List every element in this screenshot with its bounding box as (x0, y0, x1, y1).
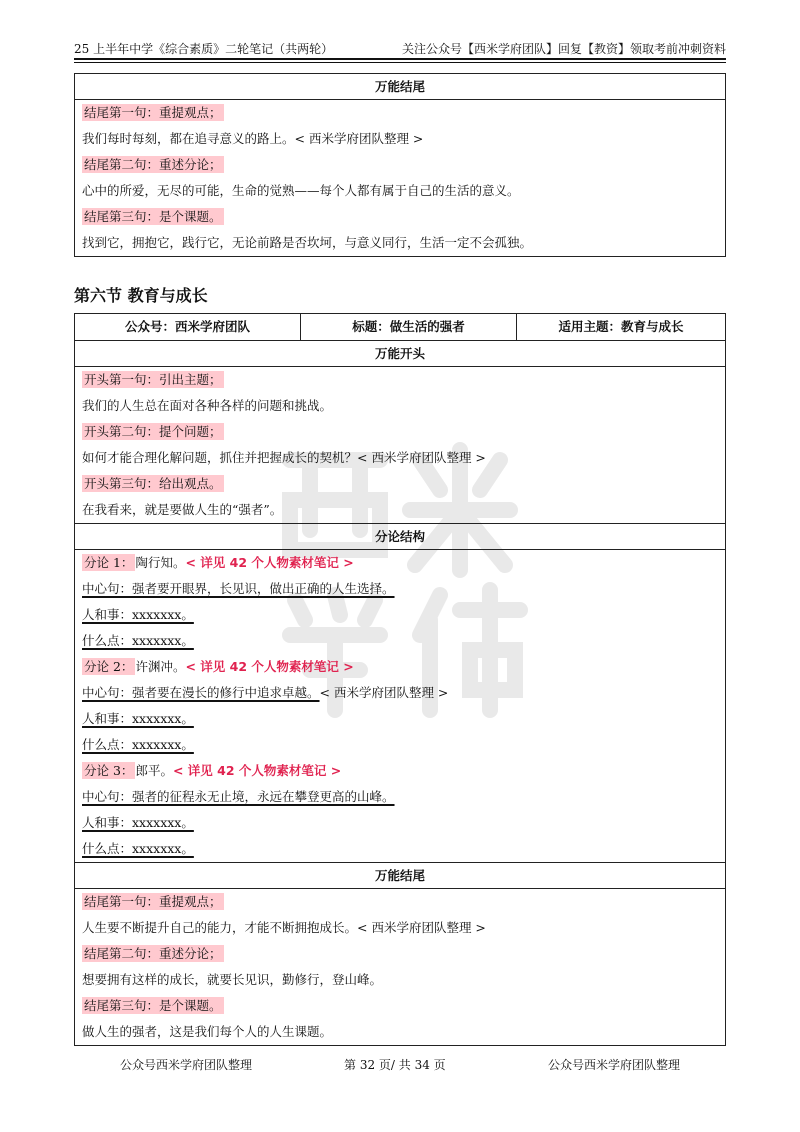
ending2-label-3: 结尾第三句：是个课题。 (84, 998, 222, 1013)
body-title: 分论结构 (75, 523, 725, 550)
header-right-text: 关注公众号【西米学府团队】回复【教资】领取考前冲刺资料 (401, 42, 726, 56)
opening-text-2: 如何才能合理化解问题，抓住并把握成长的契机？< 西米学府团队整理 > (82, 450, 486, 465)
point-2-event: 人和事：xxxxxxx。 (82, 711, 194, 726)
opening-label-1: 开头第一句：引出主题； (84, 372, 222, 387)
ending2-label-1: 结尾第一句：重提观点； (84, 894, 222, 909)
info-theme: 适用主题：教育与成长 (558, 319, 684, 334)
point-2-center: 中心句：强者要在漫长的修行中追求卓越。< 西米学府团队整理 > (82, 685, 449, 700)
ending2-label-2: 结尾第二句：重述分论； (84, 946, 222, 961)
opening-text-3: 在我看来，就是要做人生的“强者”。 (82, 502, 283, 517)
footer-left: 公众号西米学府团队整理 (120, 1058, 253, 1072)
opening-text-1: 我们的人生总在面对各种各样的问题和挑战。 (82, 398, 333, 413)
point-2-meaning: 什么点：xxxxxxx。 (82, 737, 194, 752)
point-3-event: 人和事：xxxxxxx。 (82, 815, 194, 830)
header-left-text: 25 上半年中学《综合素质》二轮笔记（共两轮） (74, 42, 334, 56)
info-row (75, 314, 725, 341)
ending2-text-3: 做人生的强者，这是我们每个人的人生课题。 (82, 1024, 333, 1039)
opening-title: 万能开头 (75, 341, 725, 367)
box-title: 万能结尾 (75, 74, 725, 100)
essay-template-box (74, 313, 726, 1046)
point-1-event: 人和事：xxxxxxx。 (82, 607, 194, 622)
ending-box-previous (74, 73, 726, 257)
point-1-meaning: 什么点：xxxxxxx。 (82, 633, 194, 648)
ending-text-2: 心中的所爱，无尽的可能，生命的觉熟——每个人都有属于自己的生活的意义。 (82, 183, 520, 198)
ending-text-3: 找到它，拥抱它，践行它，无论前路是否坎坷，与意义同行，生活一定不会孤独。 (82, 235, 533, 250)
ending2-text-1: 人生要不断提升自己的能力，才能不断拥抱成长。< 西米学府团队整理 > (82, 920, 486, 935)
point-3-center: 中心句：强者的征程永无止境，永远在攀登更高的山峰。 (82, 789, 395, 804)
info-title: 标题：做生活的强者 (301, 314, 517, 340)
point-2-heading: 分论 2： 许渊冲。< 详见 42 个人物素材笔记 > (84, 659, 354, 674)
page-header (74, 38, 726, 58)
footer-page-number: 第 32 页/ 共 34 页 (344, 1058, 446, 1072)
header-rule-thin (74, 62, 726, 63)
opening-label-3: 开头第三句：给出观点。 (84, 476, 222, 491)
ending2-text-2: 想要拥有这样的成长，就要长见识，勤修行，登山峰。 (82, 972, 383, 987)
ending-title: 万能结尾 (75, 862, 725, 889)
section-title: 第六节 教育与成长 (74, 286, 208, 305)
ending-label-2: 结尾第二句：重述分论； (84, 157, 222, 172)
ending-text-1: 我们每时每刻，都在追寻意义的路上。< 西米学府团队整理 > (82, 131, 424, 146)
ending-label-1: 结尾第一句：重提观点； (84, 105, 222, 120)
point-1-center: 中心句：强者要开眼界，长见识，做出正确的人生选择。 (82, 581, 395, 596)
info-account: 公众号：西米学府团队 (75, 314, 301, 340)
point-1-heading: 分论 1： 陶行知。< 详见 42 个人物素材笔记 > (84, 555, 354, 570)
opening-label-2: 开头第二句：提个问题； (84, 424, 222, 439)
point-3-heading: 分论 3： 郎平。< 详见 42 个人物素材笔记 > (84, 763, 342, 778)
ending-label-3: 结尾第三句：是个课题。 (84, 209, 222, 224)
header-rule-thick (74, 58, 726, 60)
footer-right: 公众号西米学府团队整理 (548, 1058, 681, 1072)
point-3-meaning: 什么点：xxxxxxx。 (82, 841, 194, 856)
